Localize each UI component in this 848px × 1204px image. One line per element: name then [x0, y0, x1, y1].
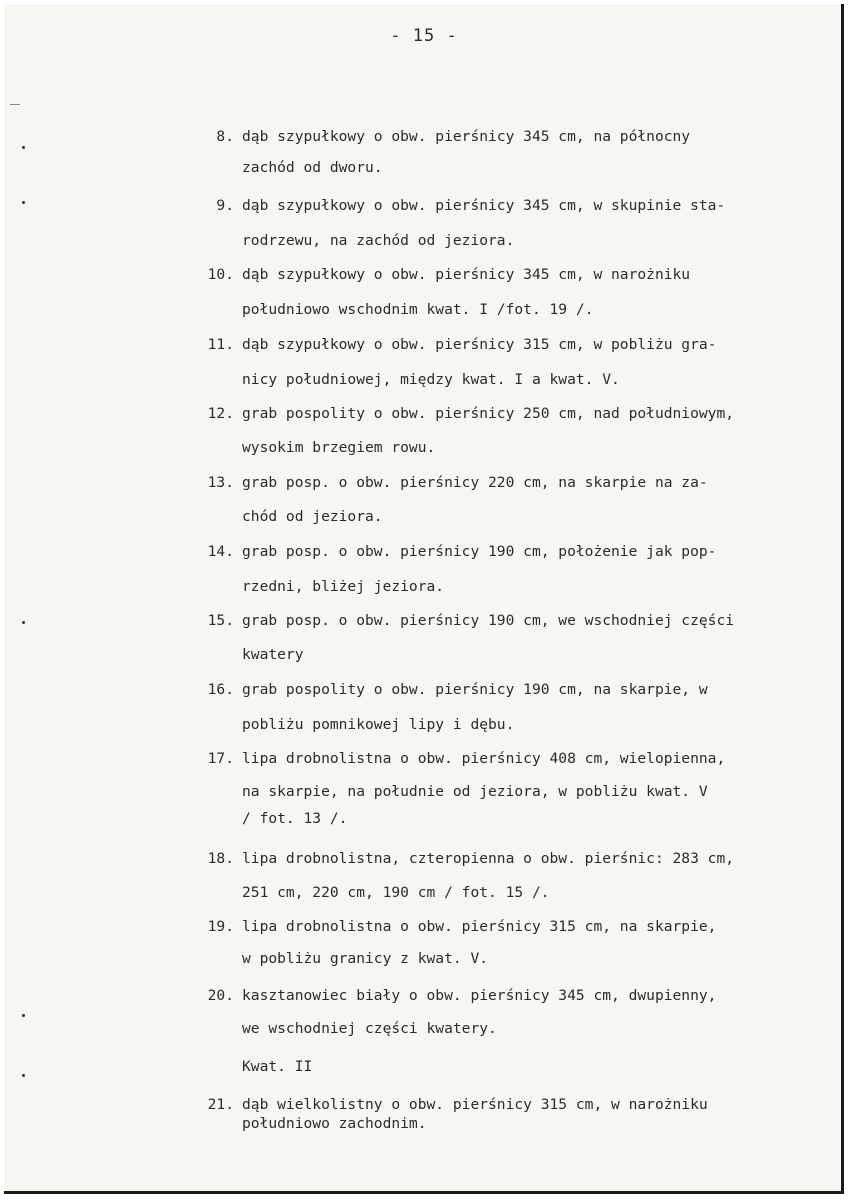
margin-dot: [22, 1014, 25, 1017]
item-number: 21.: [207, 1096, 234, 1113]
item-number: 19.: [207, 918, 234, 935]
item-text: dąb szypułkowy o obw. pierśnicy 315 cm, w pobliżu gra-: [242, 336, 717, 353]
item-text: lipa drobnolistna o obw. pierśnicy 315 cm, na skarpie,: [242, 918, 717, 935]
item-text: / fot. 13 /.: [242, 810, 348, 827]
item-number: 18.: [207, 850, 234, 867]
item-text: grab posp. o obw. pierśnicy 220 cm, na skarpie na za-: [242, 474, 708, 491]
item-number: 17.: [207, 750, 234, 767]
item-text: południowo zachodnim.: [242, 1115, 427, 1132]
item-number: 12.: [207, 405, 234, 422]
item-number: 14.: [207, 543, 234, 560]
page-number: - 15 -: [390, 26, 458, 46]
item-text: zachód od dworu.: [242, 159, 383, 176]
item-text: grab posp. o obw. pierśnicy 190 cm, we wschodniej części: [242, 612, 735, 629]
item-text: kwatery: [242, 646, 304, 663]
margin-dot: [22, 1074, 25, 1077]
item-number: 8.: [216, 128, 234, 145]
item-number: 16.: [207, 681, 234, 698]
item-text: lipa drobnolistna o obw. pierśnicy 408 cm, wielopienna,: [242, 750, 726, 767]
item-number: 10.: [207, 266, 234, 283]
item-text: we wschodniej części kwatery.: [242, 1020, 497, 1037]
item-text: grab posp. o obw. pierśnicy 190 cm, położenie jak pop-: [242, 543, 717, 560]
item-number: 11.: [207, 336, 234, 353]
item-text: dąb wielkolistny o obw. pierśnicy 315 cm, w narożniku: [242, 1096, 708, 1113]
item-text: południowo wschodnim kwat. I /fot. 19 /.: [242, 301, 594, 318]
item-text: lipa drobnolistna, czteropienna o obw. pierśnic: 283 cm,: [242, 850, 735, 867]
item-text: dąb szypułkowy o obw. pierśnicy 345 cm, na północny: [242, 128, 691, 145]
item-text: w pobliżu granicy z kwat. V.: [242, 950, 489, 967]
item-text: 251 cm, 220 cm, 190 cm / fot. 15 /.: [242, 884, 550, 901]
typewritten-page: [4, 4, 844, 1194]
margin-dot: [22, 201, 25, 204]
item-text: kasztanowiec biały o obw. pierśnicy 345 cm, dwupienny,: [242, 987, 717, 1004]
item-text: chód od jeziora.: [242, 508, 383, 525]
item-text: grab pospolity o obw. pierśnicy 190 cm, na skarpie, w: [242, 681, 708, 698]
margin-tick: [10, 104, 20, 105]
item-text: grab pospolity o obw. pierśnicy 250 cm, nad południowym,: [242, 405, 735, 422]
item-text: dąb szypułkowy o obw. pierśnicy 345 cm, w narożniku: [242, 266, 691, 283]
margin-dot: [22, 146, 25, 149]
item-text: nicy południowej, między kwat. I a kwat. V.: [242, 371, 620, 388]
item-text: pobliżu pomnikowej lipy i dębu.: [242, 716, 515, 733]
item-number: 20.: [207, 987, 234, 1004]
item-text: rzedni, bliżej jeziora.: [242, 578, 445, 595]
item-number: 9.: [216, 197, 234, 214]
item-text: wysokim brzegiem rowu.: [242, 439, 436, 456]
item-number: 15.: [207, 612, 234, 629]
margin-dot: [22, 621, 25, 624]
item-number: 13.: [207, 474, 234, 491]
item-text: dąb szypułkowy o obw. pierśnicy 345 cm, w skupinie sta-: [242, 197, 726, 214]
item-text: Kwat. II: [242, 1058, 313, 1075]
item-text: rodrzewu, na zachód od jeziora.: [242, 232, 515, 249]
item-text: na skarpie, na południe od jeziora, w pobliżu kwat. V: [242, 783, 708, 800]
